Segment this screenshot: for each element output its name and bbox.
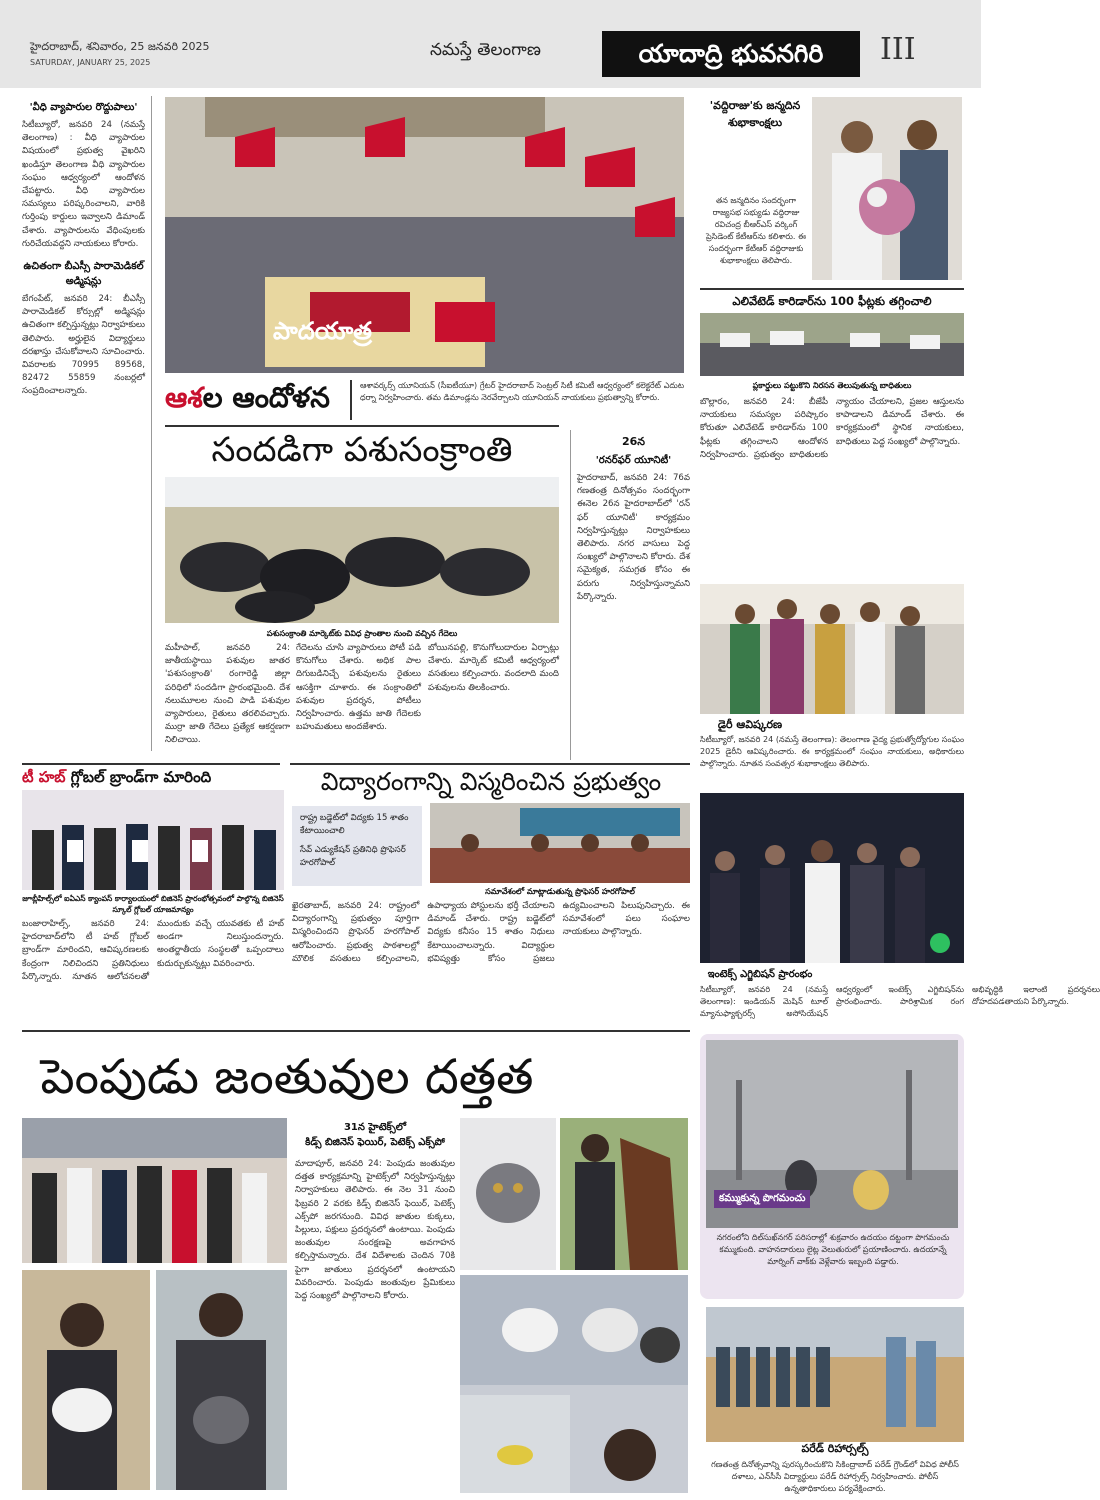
corridor-body: బొల్లారం, జనవరి 24: బీజేపీ నాయకులు సమస్యల పరిష్కారం కోరుతూ ఎలివేటెడ్ కారిడార్‌ను 100 ఫీట్లకు తగ్గించాలని ఆందోళన నిర్వహించారు. ప్రభుత్వం బాధితులకు న్యాయం చేయాలని, ప్రజల ఆస్తులను కాపాడాలని డిమాండ్ చేశారు. ఈ కార్యక్రమంలో స్థానిక నాయకులు, బాధితులు పెద్ద సంఖ్యలో పాల్గొన్నారు.	[700, 397, 964, 460]
rr-unit-heading-2: 'రనర్‌ఫర్ యూనిటీ'	[595, 455, 672, 466]
education-bullet-2: సేవ్ ఎడ్యుకేషన్ ప్రతినిధి ప్రొఫెసర్ హరగోపాల్	[300, 845, 406, 868]
rr-unit-box	[570, 430, 690, 760]
asha-banner-rest: ల ఆందోళన	[202, 381, 330, 414]
divider	[22, 1030, 690, 1032]
pets-body: మాదాపూర్, జనవరి 24: పెంపుడు జంతువుల దత్తత కార్యక్రమాన్ని హైటెక్స్‌లో నిర్వహిస్తున్నట్లు నిర్వాహకులు తెలిపారు. ఈ నెల 31 నుంచి ఫిబ్రవరి 2 వరకు కిడ్స్ బిజినెస్ ఫెయిర్, పెటెక్స్ ఎక్స్‌పో జరగనుంది. వివిధ జాతుల కుక్కలు, పిల్లులు, పక్షులు ప్రదర్శనలో ఉంటాయి. పెంపుడు జంతువుల సంరక్షణపై అవగాహన కల్పిస్తామన్నారు. దేశ విదేశాలకు చెందిన 70కి పైగా జాతులు ప్రదర్శనలో ఉంటాయని వివరించారు. పెంపుడు జంతువుల ప్రేమికులు పెద్ద సంఖ్యలో పాల్గొనాలని కోరారు.	[295, 1159, 455, 1302]
cat-photo-svg	[460, 1118, 556, 1270]
intec-heading: ఇంటెక్స్ ఎగ్జిబిషన్ ప్రారంభం	[707, 969, 813, 980]
page-number: III	[880, 32, 916, 67]
date-english: SATURDAY, JANUARY 25, 2025	[30, 58, 151, 67]
intec-photo	[700, 793, 964, 963]
education-caption: సమావేశంలో మాట్లాడుతున్న ప్రొఫెసర్ హరగోపాల్	[485, 887, 635, 896]
protest-photo	[165, 97, 684, 373]
vaddiraju-heading: 'వద్దిరాజు'కు జన్మదిన శుభాకాంక్షలు	[709, 99, 801, 129]
education-body: ఖైరతాబాద్, జనవరి 24: రాష్ట్రంలో విద్యారంగాన్ని ప్రభుత్వం పూర్తిగా విస్మరించిందని ప్రొఫెసర్ హరగోపాల్ ఆరోపించారు. ప్రభుత్వ పాఠశాలల్లో మౌలిక వసతులు కల్పించాలని, ఉపాధ్యాయ పోస్టులను భర్తీ చేయాలని డిమాండ్ చేశారు. రాష్ట్ర బడ్జెట్‌లో విద్యకు కనీసం 15 శాతం నిధులు కేటాయించాలన్నారు. విద్యార్థుల భవిష్యత్తు కోసం ప్రజలు ఉద్యమించాలని పిలుపునిచ్చారు. ఈ సమావేశంలో పలు సంఘాల నాయకులు పాల్గొన్నారు.	[292, 901, 690, 964]
thub-heading-red: టీ హబ్	[22, 768, 66, 786]
divider	[22, 763, 280, 765]
left-column	[22, 96, 152, 751]
asha-banner	[165, 380, 340, 416]
dogs-cage-photo-svg	[460, 1275, 688, 1493]
rr-unit-heading-1: 26న	[621, 435, 646, 448]
fog-caption: కమ్ముకున్న పొగమంచు	[714, 1190, 810, 1208]
parade-caption: పరేడ్ రిహార్సల్స్	[801, 1442, 869, 1455]
paper-name: నమస్తే తెలంగాణ	[430, 40, 541, 60]
thub-photo-svg	[22, 790, 284, 890]
corridor-caption: ప్లకార్డులు పట్టుకొని నిరసన తెలుపుతున్న బాధితులు	[752, 381, 912, 390]
dairy-photo-svg	[700, 584, 964, 714]
asha-caption: ఆశావర్కర్స్ యూనియన్ (సీఐటీయూ) గ్రేటర్ హైదరాబాద్ సెంట్రల్ సిటీ కమిటీ ఆధ్వర్యంలో కలెక్టరేట్ ఎదుట ధర్నా నిర్వహించారు. తమ డిమాండ్లను నెరవేర్చాలని యూనియన్ నాయకులు ప్రభుత్వాన్ని కోరారు.	[350, 380, 684, 420]
edition-title: యాదాద్రి భువనగిరి	[602, 31, 860, 77]
education-photo	[430, 803, 690, 883]
divider	[165, 425, 559, 427]
education-bullet-1: రాష్ట్ర బడ్జెట్‌లో విద్యకు 15 శాతం కేటాయించాలి	[300, 813, 409, 836]
fog-body: నగరంలోని దిల్‌సుఖ్‌నగర్ పరిసరాల్లో శుక్రవారం ఉదయం దట్టంగా పొగమంచు కమ్ముకుంది. వాహనదారులు లైట్ల వెలుతురులో ప్రయాణించారు. ఉదయాన్నే మార్నింగ్ వాక్‌కు వెళ్లేవారు ఇబ్బంది పడ్డారు.	[716, 1233, 950, 1266]
dairy-heading: డైరీ ఆవిష్కరణ	[717, 718, 783, 731]
cattle-body-2: గేదెలను చూసి వ్యాపారులు పోటీ పడి కొనుగోలు చేశారు. అధిక పాల దిగుబడినిచ్చే పశువులను రైతులు ఆసక్తిగా చూశారు. ఈ సంక్రాంతిలో పశువుల ప్రదర్శన, పోటీలు నిర్వహించారు. ఉత్తమ జాతి గేదెలకు బహుమతులు అందజేశారు.	[296, 643, 421, 733]
placard-text: పాదయాత్ర	[273, 317, 372, 345]
intec-photo-svg	[700, 793, 964, 963]
corridor-photo-svg	[700, 313, 964, 376]
cattle-caption: పశుసంక్రాంతి మార్కెట్‌కు వివిధ ప్రాంతాల నుంచి వచ్చిన గేదెలు	[266, 629, 458, 638]
divider	[290, 763, 690, 765]
cattle-photo-svg	[165, 477, 559, 623]
cattle-headline: సందడిగా పశుసంక్రాంతి	[211, 430, 513, 470]
girl-dog-photo	[22, 1270, 150, 1490]
pets-subhead-2: కిడ్స్ బిజినెస్ ఫెయిర్, పెటెక్స్ ఎక్స్‌పో	[305, 1137, 445, 1148]
thub-heading-rest: గ్లోబల్ బ్రాండ్‌గా మారింది	[65, 768, 212, 786]
fog-photo	[706, 1040, 958, 1228]
education-highlights	[292, 806, 422, 886]
parade-body: గణతంత్ర దినోత్సవాన్ని పురస్కరించుకొని సికింద్రాబాద్ పరేడ్ గ్రౌండ్‌లో వివిధ పోలీస్ దళాలు, ఎన్‌సీసీ విద్యార్థులు పరేడ్ రిహార్సల్స్ నిర్వహించారు. పోలీస్ ఉన్నతాధికారులు పర్యవేక్షించారు.	[711, 1460, 959, 1493]
man-cat-photo	[156, 1270, 287, 1490]
thub-caption: జూబ్లీహిల్స్‌లో ఐఏఎస్ క్యాంపస్ కార్యాలయంలో బిజినెస్ ప్రారంభోత్సవంలో పాల్గొన్న బిజినెస్ స్కూల్ గ్లోబల్ యాజమాన్యం	[22, 894, 284, 914]
pets-group-photo-svg	[22, 1118, 287, 1263]
thub-body: బంజారాహిల్స్, జనవరి 24: హైదరాబాద్‌లోని టీ హబ్ గ్లోబల్ బ్రాండ్‌గా మారిందని, ఆవిష్కరణలకు కేంద్రంగా నిలిచిందని ప్రతినిధులు పేర్కొన్నారు. నూతన ఆలోచనలతో ముందుకు వచ్చే యువతకు టీ హబ్ అండగా నిలుస్తుందన్నారు. అంతర్జాతీయ సంస్థలతో ఒప్పందాలు కుదుర్చుకున్నట్లు వివరించారు.	[22, 919, 284, 982]
left-headline-2: ఉచితంగా బీఎస్సీ పారామెడికల్ అడ్మిషన్లు	[23, 261, 144, 288]
pets-subhead-1: 31న హైటెక్స్‌లో	[343, 1122, 407, 1133]
cattle-photo	[165, 477, 559, 623]
vaddiraju-body: తన జన్మదినం సందర్భంగా రాజ్యసభ సభ్యుడు వద్దిరాజు రవిచంద్ర బీఆర్ఎస్ వర్కింగ్ ప్రెసిడెంట్ కేటీఆర్‌ను కలిశారు. ఈ సందర్భంగా కేటీఆర్ వద్దిరాజుకు శుభాకాంక్షలు తెలిపారు.	[706, 196, 806, 265]
intec-body: సిటీబ్యూరో, జనవరి 24 (నమస్తే తెలంగాణ): ఇండియన్ మెషిన్ టూల్ మ్యానుఫ్యాక్చరర్స్ అసోసియేషన్ ఆధ్వర్యంలో ఇంటెక్స్ ఎగ్జిబిషన్‌ను ప్రారంభించారు. పారిశ్రామిక రంగ అభివృద్ధికి ఇలాంటి ప్రదర్శనలు దోహదపడతాయని పేర్కొన్నారు.	[700, 985, 1100, 1018]
left-body-1: సిటీబ్యూరో, జనవరి 24 (నమస్తే తెలంగాణ) : వీధి వ్యాపారుల విషయంలో ప్రభుత్వ వైఖరిని ఖండిస్తూ తెలంగాణ వీధి వ్యాపారుల సంఘం ఆధ్వర్యంలో ఆందోళన చేపట్టారు. వీధి వ్యాపారుల సమస్యలు పరిష్కరించాలని, వారికి గుర్తింపు కార్డులు ఇవ్వాలని డిమాండ్ చేశారు. వ్యాపారులను వేధింపులకు గురిచేయవద్దని నాయకులు కోరారు.	[22, 120, 145, 249]
education-photo-svg	[430, 803, 690, 883]
man-cat-photo-svg	[156, 1270, 287, 1490]
horse-photo	[560, 1118, 688, 1270]
corridor-photo	[700, 313, 964, 376]
vaddiraju-photo-svg	[812, 97, 962, 280]
vaddiraju-photo	[812, 97, 962, 280]
date-telugu: హైదరాబాద్, శనివారం, 25 జనవరి 2025	[30, 40, 210, 53]
dogs-cage-photo	[460, 1275, 688, 1493]
thub-photo	[22, 790, 284, 890]
pets-group-photo	[22, 1118, 287, 1263]
pets-headline: పెంపుడు జంతువుల దత్తత	[40, 1049, 534, 1105]
parade-photo	[706, 1307, 964, 1442]
cattle-body-3: బోయినపల్లి, కొనుగోలుదారుల ఏర్పాట్లు చేశారు. మార్కెట్ కమిటీ ఆధ్వర్యంలో వసతులు కల్పించారు. వందలాది మంది పశువులను తిలకించారు.	[428, 643, 559, 693]
parade-photo-svg	[706, 1307, 964, 1442]
dairy-body: సిటీబ్యూరో, జనవరి 24 (నమస్తే తెలంగాణ): తెలంగాణ వైద్య ప్రభుత్వోద్యోగుల సంఘం 2025 డైరీని ఆవిష్కరించారు. ఈ కార్యక్రమంలో సంఘం నాయకులు, అధికారులు పాల్గొన్నారు. నూతన సంవత్సర శుభాకాంక్షలు తెలిపారు.	[700, 735, 964, 768]
girl-dog-photo-svg	[22, 1270, 150, 1490]
rr-unit-body: హైదరాబాద్, జనవరి 24: 76వ గణతంత్ర దినోత్సవం సందర్భంగా ఈనెల 26న హైదరాబాద్‌లో 'రన్ ఫర్ యూనిటీ' కార్యక్రమం నిర్వహిస్తున్నట్లు నిర్వాహకులు తెలిపారు. నగర వాసులు పెద్ద సంఖ్యలో పాల్గొనాలని కోరారు. దేశ సమైక్యత, సమగ్రత కోసం ఈ పరుగు నిర్వహిస్తున్నామని పేర్కొన్నారు.	[577, 473, 690, 602]
thub-heading	[22, 768, 284, 790]
cat-photo	[460, 1118, 556, 1270]
education-headline: విద్యారంగాన్ని విస్మరించిన ప్రభుత్వం	[320, 767, 662, 796]
asha-banner-red: ఆశ	[165, 381, 203, 414]
pets-subhead	[295, 1120, 455, 1150]
cattle-body-1: మహీపాల్, జనవరి 24: జాతీయస్థాయి పశువుల జాతర 'పశుసంక్రాంతి' రంగారెడ్డి జిల్లా పరిధిలో సందడిగా ప్రారంభమైంది. దేశ నలుమూలల నుంచి పాడి పశువుల వ్యాపారులు, రైతులు తరలివచ్చారు. ముర్రా జాతి గేదెలు ప్రత్యేక ఆకర్షణగా నిలిచాయి.	[165, 643, 290, 746]
divider	[700, 288, 964, 290]
left-headline-1: 'వీధి వ్యాపారుల రొద్దుపాలు'	[29, 102, 138, 113]
horse-photo-svg	[560, 1118, 688, 1270]
protest-photo-svg	[165, 97, 684, 373]
corridor-heading: ఎలివేటెడ్ కారిడార్‌ను 100 ఫీట్లకు తగ్గించాలి	[732, 294, 932, 308]
masthead	[0, 0, 981, 88]
dairy-photo	[700, 584, 964, 714]
left-body-2: బేగంపేట్, జనవరి 24: బీఎస్సీ పారామెడికల్ కోర్సుల్లో అడ్మిషన్లు ఉచితంగా కల్పిస్తున్నట్లు నిర్వాహకులు తెలిపారు. అర్హులైన విద్యార్థులు దరఖాస్తు చేసుకోవాలని సూచించారు. వివరాలకు 70995 89568, 82472 55859 నంబర్లలో సంప్రదించాలన్నారు.	[22, 294, 145, 397]
